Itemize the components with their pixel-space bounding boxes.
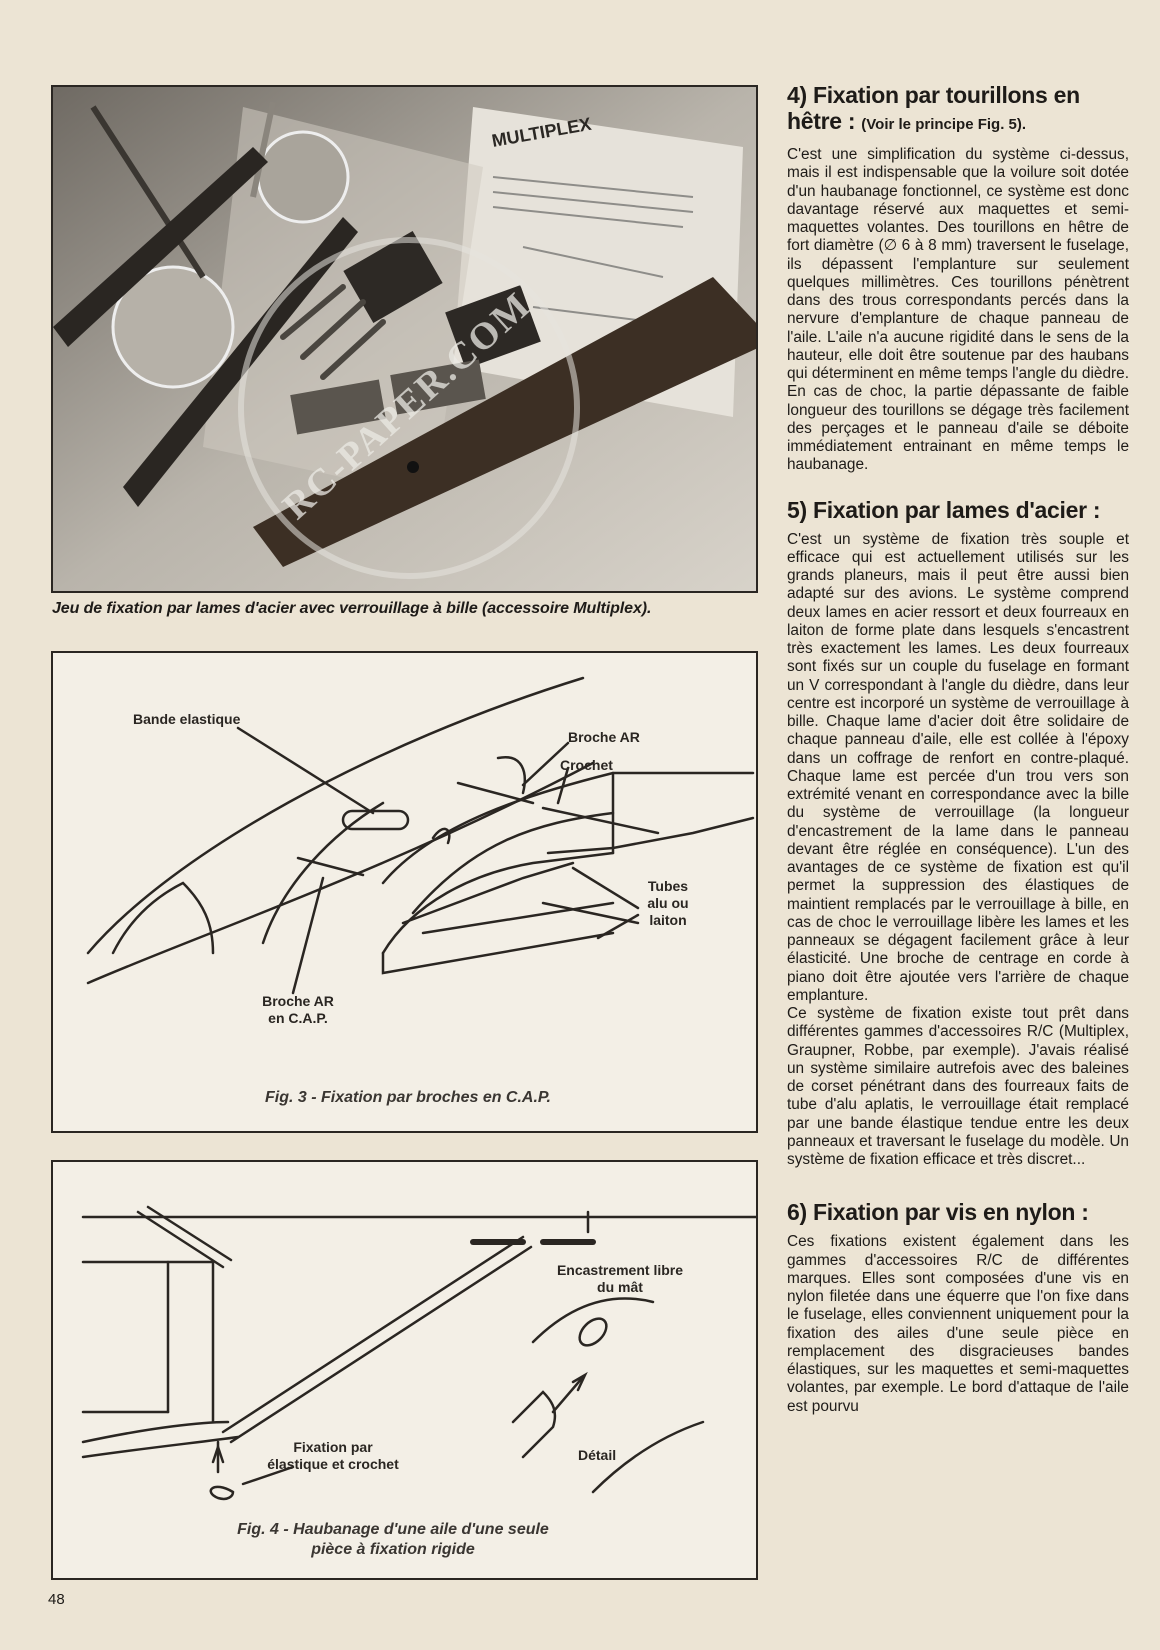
section-4-title: 4) Fixation par tourillons en hêtre : (787, 82, 1080, 134)
label-broche-ar-cap: Broche AR en C.A.P. (262, 993, 334, 1026)
section-4-subtitle: (Voir le principe Fig. 5). (861, 116, 1027, 133)
figure-4 (51, 1160, 758, 1580)
section-4-text: C'est une simplification du système ci-dessus, mais il est indispensable que la voilure soit dotée d'un haubanage fonctionnel, ce système est donc davantage réservé aux maquettes et semi-maquettes volantes. Des tourillons en hêtre de fort diamètre (∅ 6 à 8 mm) traversent le fuselage, ils dépassent l'emplanture sur seulement quelques millimètres. Ces tourillons pénètrent dans des trous correspondants percés dans la nervure d'emplanture de chaque panneau de l'aile. L'aile n'a aucune rigidité dans le sens de la hauteur, elle doit être soutenue par des haubans qui déterminent en même temps l'angle du dièdre. En cas de choc, la partie dépassante de faible longueur des tourillons se dégage très facilement des perçages et le panneau d'aile se déboite immédiatement entrainant en même temps le haubanage. (787, 146, 1129, 474)
label-crochet: Crochet (560, 757, 613, 773)
photo-caption: Jeu de fixation par lames d'acier avec verrouillage à bille (accessoire Multiplex). (52, 600, 652, 617)
label-encastrement: Encastrement libre du mât (556, 1262, 684, 1295)
label-detail: Détail (578, 1447, 617, 1463)
section-5-text-1: C'est un système de fixation très souple et efficace qui est actuellement utilisés sur les grands planeurs, mais il peut être aussi bien adapté sur des avions. Le système comprend deux lames en acier ressort et deux fourreaux en laiton de forme plate dans lesquels s'encastrent très exactement les lames. Les deux fourreaux sont fixés sur un couple du fuselage en formant un V correspondant à l'angle du dièdre, dans leur centre est incorporé un système de verrouillage à bille. Chaque lame d'acier doit être solidaire de chaque panneau d'aile, elle est collée à l'époxy dans un coffrage de renfort en contre-plaqué. Chaque lame est percée d'un trou vers son extrémité venant en correspondance avec la bille du système de verrouillage (la longueur d'encastrement de la lame dans le panneau devant être réglée en conséquence). L'un des avantages de ce système de fixation est qu'il permet la suppression des élastiques de maintient remplacés par le verrouillage à bille, en cas de choc le verrouillage libère les lames et les panneaux se dégagent facilement grâce à leur élasticité. Une broche de centrage en corde à piano doit être ajoutée vers l'arrière de chaque emplanture. (787, 530, 1129, 1004)
section-5-title: 5) Fixation par lames d'acier : (787, 496, 1101, 523)
label-broche-ar: Broche AR (568, 729, 640, 745)
section-6-title: 6) Fixation par vis en nylon : (787, 1199, 1089, 1226)
section-6-text: Ces fixations existent également dans les gammes d'accessoires R/C de différentes marques. Elles sont composées d'une vis en nylon filetée dans une équerre que l'on fixe dans le fuselage, elles conviennent uniquement pour la fixation des ailes d'une seule pièce en remplacement des disgracieuses bandes élastiques, sur les maquettes et semi-maquettes volantes, par exemple. Le bord d'attaque de l'aile est pourvu (787, 1233, 1129, 1415)
section-5-text-2: Ce système de fixation existe tout prêt dans différentes gammes d'accessoires R/C (Multiplex, Graupner, Robbe, par exemple). J'avais réalisé un système similaire autrefois avec des baleines de corset pénétrant dans des fourreaux faits de tube d'alu aplatis, le verrouillage était remplacé par une bande élastique tendue entre les deux panneaux et traversant le fuselage du modèle. Un système de fixation efficace et très discret... (787, 1005, 1129, 1168)
fig3-caption: Fig. 3 - Fixation par broches en C.A.P. (265, 1089, 551, 1106)
section-4-heading (787, 82, 1129, 138)
fig4-caption: Fig. 4 - Haubanage d'une aile d'une seule pièce à fixation rigide (237, 1521, 549, 1558)
watermark-text: RC-PAPER.COM (274, 283, 540, 528)
figure-3 (51, 651, 758, 1133)
photo-multiplex-kit (51, 85, 758, 593)
label-tubes: Tubes alu ou laiton (647, 878, 689, 928)
fig4-drawing (53, 1162, 758, 1580)
label-bande-elastique: Bande elastique (133, 711, 241, 727)
label-fixation: Fixation par élastique et crochet (267, 1439, 399, 1472)
article-column (787, 82, 1129, 1416)
package-label: MULTIPLEX (490, 113, 593, 151)
page-number: 48 (48, 1591, 65, 1608)
